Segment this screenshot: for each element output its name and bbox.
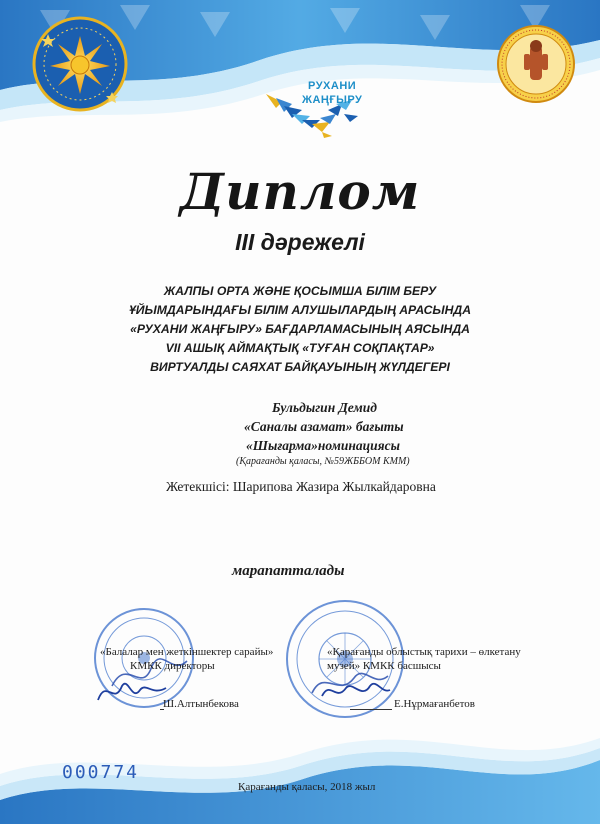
- museum-emblem-logo: [496, 24, 576, 104]
- left-signature: [92, 672, 172, 708]
- winner-school: (Қарағанды қаласы, №59ЖББОМ КММ): [236, 456, 410, 467]
- winner-name: Бульдыгин Демид: [272, 400, 377, 415]
- right-signature-line: [350, 709, 392, 710]
- supervisor-line: Жетекшісі: Шарипова Жазира Жылкайдаровна: [166, 479, 436, 494]
- heading-line: VII АШЫҚ АЙМАҚТЫҚ «ТУҒАН СОҚПАҚТАР»: [165, 341, 435, 355]
- left-signer-name: Ш.Алтынбекова: [163, 698, 239, 710]
- heading-line: «РУХАНИ ЖАҢҒЫРУ» БАҒДАРЛАМАСЫНЫҢ АЯСЫНДА: [130, 322, 470, 336]
- diploma-degree: III дәрежелі: [235, 229, 365, 255]
- heading-line: ЖАЛПЫ ОРТА ЖӘНЕ ҚОСЫМША БІЛІМ БЕРУ: [163, 284, 437, 298]
- footer-city-year: Қарағанды қаласы, 2018 жыл: [238, 781, 376, 793]
- right-signature: [318, 672, 394, 708]
- program-logo-line2: ЖАҢҒЫРУ: [302, 94, 363, 106]
- right-signer-org-line2: музей» КМКК басшысы: [327, 660, 441, 672]
- heading-line: ҰЙЫМДАРЫНДАҒЫ БІЛІМ АЛУШЫЛАРДЫҢ АРАСЫНДА: [128, 303, 472, 317]
- serial-number: 000774: [62, 762, 140, 783]
- left-signer-org-line1: «Балалар мен жеткіншектер сарайы»: [100, 646, 274, 658]
- palace-emblem-logo: [30, 14, 130, 114]
- left-signer-org-line2: КМКК директоры: [130, 660, 215, 672]
- diploma-title: Диплом: [179, 162, 421, 221]
- program-logo-line1: РУХАНИ: [308, 80, 357, 92]
- winner-nomination: «Шығарма»номинациясы: [246, 438, 400, 453]
- right-signer-name: Е.Нұрмағанбетов: [394, 698, 475, 710]
- heading-line: ВИРТУАЛДЫ САЯХАТ БАЙҚАУЫНЫҢ ЖҮЛДЕГЕРІ: [150, 360, 450, 374]
- awarded-label: марапатталады: [232, 563, 345, 579]
- right-signer-org-line1: «Қарағанды облыстық тарихи – өлкетану: [327, 646, 521, 658]
- winner-direction: «Саналы азамат» бағыты: [244, 419, 404, 434]
- contest-heading: [0, 282, 600, 377]
